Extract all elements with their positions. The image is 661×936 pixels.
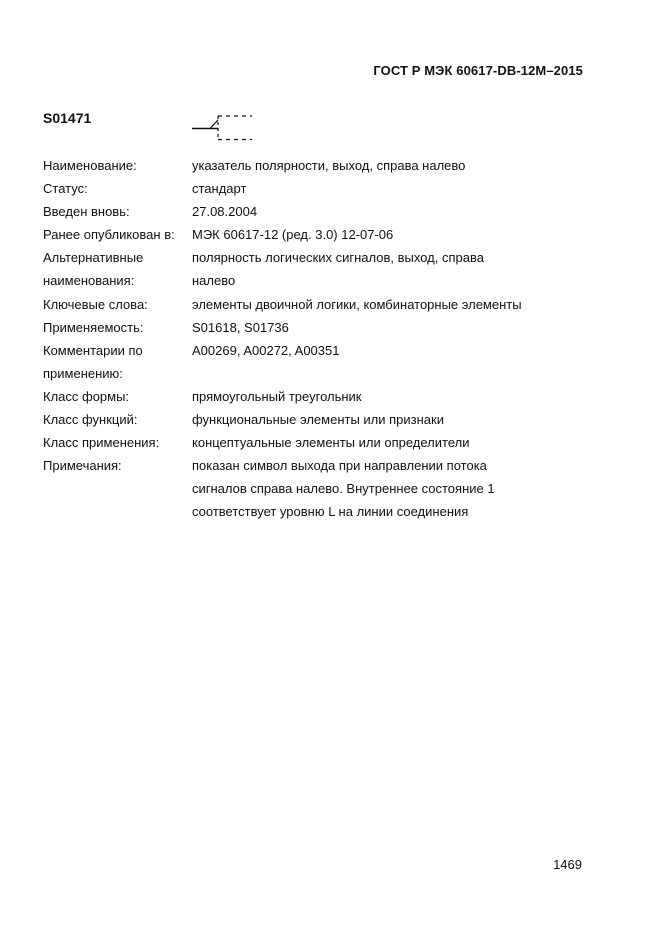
field-row xyxy=(43,316,603,339)
field-row xyxy=(43,362,603,385)
field-row xyxy=(43,385,603,408)
field-label: Введен вновь: xyxy=(43,204,130,220)
field-value: 27.08.2004 xyxy=(192,204,258,220)
field-label: наименования: xyxy=(43,273,135,289)
field-label: Применяемость: xyxy=(43,319,144,335)
field-label: Наименование: xyxy=(43,158,137,173)
field-label xyxy=(43,500,192,523)
field-row xyxy=(43,293,603,316)
field-row xyxy=(43,200,603,223)
field-value: прямоугольный треугольник xyxy=(192,388,362,404)
field-value: сигналов справа налево. Внутреннее состояние 1 xyxy=(192,481,495,497)
field-label: Класс применения: xyxy=(43,435,160,451)
field-label: применению: xyxy=(43,365,123,381)
field-label: Альтернативные xyxy=(43,250,144,266)
field-value: соответствует уровню L на линии соединения xyxy=(192,504,469,520)
field-row xyxy=(43,454,603,477)
field-value: полярность логических сигналов, выход, справа xyxy=(192,250,484,266)
field-value: концептуальные элементы или определители xyxy=(192,435,470,451)
field-row xyxy=(43,477,603,500)
field-label: Класс формы: xyxy=(43,388,130,404)
field-value: налево xyxy=(192,273,236,289)
field-label xyxy=(43,477,192,500)
field-label: Статус: xyxy=(43,181,88,197)
field-value: стандарт xyxy=(192,181,247,197)
field-row xyxy=(43,408,603,431)
field-row xyxy=(43,223,603,246)
field-value: элементы двоичной логики, комбинаторные элементы xyxy=(192,296,522,312)
field-row xyxy=(43,269,603,292)
field-row xyxy=(43,500,603,523)
polarity-indicator-output-right-to-left-icon xyxy=(192,113,256,143)
page-number: 1469 xyxy=(553,857,582,872)
field-row xyxy=(43,177,603,200)
field-list xyxy=(43,154,603,524)
field-row xyxy=(43,154,603,177)
field-value: A00269, A00272, A00351 xyxy=(192,342,340,358)
field-value: МЭК 60617-12 (ред. 3.0) 12-07-06 xyxy=(192,227,394,243)
field-value xyxy=(192,362,603,385)
symbol-code: S01471 xyxy=(43,110,92,126)
standard-header: ГОСТ Р МЭК 60617-DB-12M–2015 xyxy=(373,63,583,78)
field-value: указатель полярности, выход, справа налево xyxy=(192,158,466,173)
field-value: функциональные элементы или признаки xyxy=(192,412,444,428)
field-row xyxy=(43,431,603,454)
field-row xyxy=(43,246,603,269)
field-value: показан символ выхода при направлении потока xyxy=(192,458,487,474)
field-label: Ключевые слова: xyxy=(43,296,148,312)
field-label: Класс функций: xyxy=(43,412,138,428)
field-row xyxy=(43,339,603,362)
field-label: Комментарии по xyxy=(43,342,143,358)
field-label: Примечания: xyxy=(43,458,122,474)
field-value: S01618, S01736 xyxy=(192,319,289,335)
field-label: Ранее опубликован в: xyxy=(43,227,175,243)
